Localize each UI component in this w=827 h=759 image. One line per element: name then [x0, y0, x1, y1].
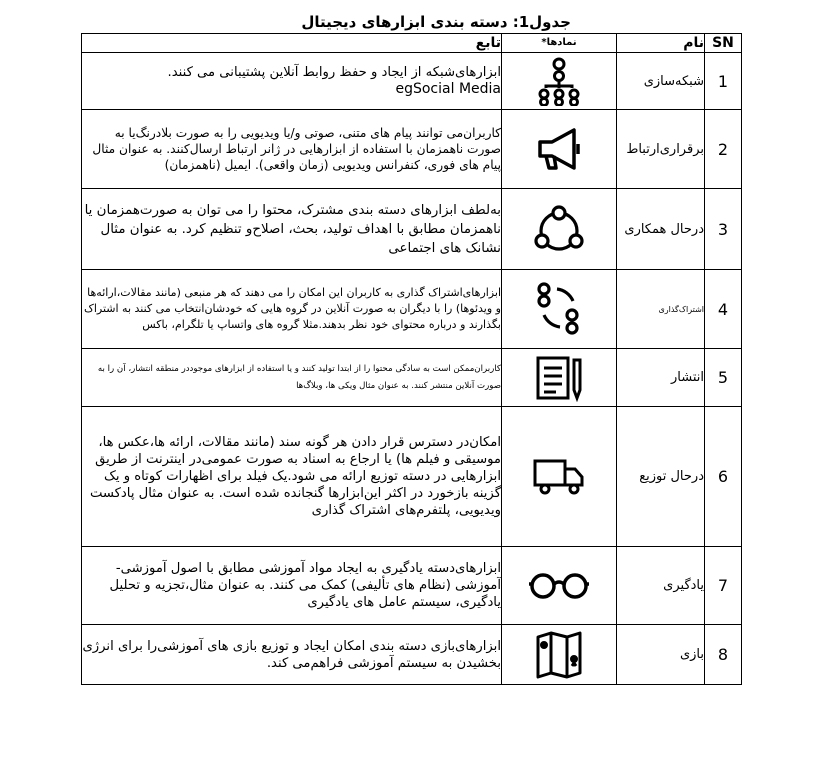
table-row [82, 349, 742, 407]
row-sn: 6 [705, 407, 742, 547]
row-function: کاربران‌می توانند پیام های متنی، صوتی و/یا ویدیویی را به صورت بلادرنگ‌یا به صورت ناهمزمان با استفاده از ابزارهایی در ژانر ارتباط ارسال‌کنند. به عنوان مثال پیام های فوری، کنفرانس ویدیویی (زمان واقعی). ایمیل (ناهمزمان) [82, 110, 502, 189]
row-function: به‌لطف ابزارهای دسته بندی مشترک، محتوا را می توان به صورت‌همزمان یا ناهمزمان مطابق با اهداف تولید، بحث، اصلاح‌و تنظیم کرد. به عنوان مثال نشانک های اجتماعی [82, 189, 502, 270]
collaboration-circle-icon [502, 189, 617, 270]
row-function: ابزارهای‌بازی دسته بندی امکان ایجاد و توزیع بازی های آموزشی‌را برای انرژی بخشیدن به سیستم آموزشی فراهم‌می کند. [82, 625, 502, 685]
megaphone-icon [502, 110, 617, 189]
row-sn: 3 [705, 189, 742, 270]
folded-map-icon [502, 625, 617, 685]
row-name: اشتراک‌گذاری [617, 270, 705, 349]
row-function: کاربران‌ممکن است به سادگی محتوا را از ابتدا تولید کنند و یا استفاده از ابزارهای موجوددر منطقه انتشار، آن را به صورت آنلاین منتشر کنند. به عنوان مثال ویکی ها، وبلاگ‌ها [82, 349, 502, 407]
row-name: یادگیری [617, 547, 705, 625]
row-sn: 4 [705, 270, 742, 349]
header-function: تابع [82, 34, 502, 53]
table-header-row [82, 34, 742, 53]
row-name: درحال توزیع [617, 407, 705, 547]
header-symbols: نمادها* [502, 34, 617, 53]
row-sn: 5 [705, 349, 742, 407]
row-function-example: egSocial Media [395, 81, 501, 97]
row-function: ابزارهای‌اشتراک گذاری به کاربران این امکان را می دهند که هر منبعی (مانند مقالات،ارائه‌ها و ویدئو‌ها) را با دیگران به صورت آنلاین در گروه هایی که خودشان‌انتخاب می کنند به اشتراک بگذارند و درباره محتوای خود نظر بدهند.مثلا گروه های واتساپ یا تلگرام، باکس [82, 270, 502, 349]
row-name: برقراری‌ارتباط [617, 110, 705, 189]
eyeglasses-icon [502, 547, 617, 625]
row-name: بازی [617, 625, 705, 685]
row-function: امکان‌در دسترس قرار دادن هر گونه سند (مانند مقالات، ارائه ها،عکس ها، موسیقی و فیلم ها) یا ارجاع به اسناد به صورت عمومی‌در اینترنت از طریق ابزارهایی در دسته توزیع ارائه می شود.یک فیلد برای اظهارات کوتاه و یک گزینه بازخورد در اکثر این‌ابزارها گنجانده شده است. به عنوان مثال پادکست ویدیویی، پلتفرم‌های اشتراک گذاری [82, 407, 502, 547]
table-row [82, 407, 742, 547]
table-row [82, 547, 742, 625]
row-sn: 8 [705, 625, 742, 685]
table-row [82, 625, 742, 685]
row-name: شبکه‌سازی [617, 53, 705, 110]
row-function: ابزارهای‌شبکه از ایجاد و حفظ روابط آنلاین پشتیبانی می کنند. egSocial Media [82, 53, 502, 110]
row-function: ابزارهای‌دسته یادگیری به ایجاد مواد آموزشی مطابق با اصول آموزشی-آموزشی (نظام های تألیفی) کمک می کنند. به عنوان مثال،تجزیه و تحلیل یادگیری، سیستم عامل های یادگیری [82, 547, 502, 625]
delivery-truck-icon [502, 407, 617, 547]
digital-tools-table [81, 33, 742, 685]
header-name: نام [617, 34, 705, 53]
row-sn: 1 [705, 53, 742, 110]
document-pencil-icon [502, 349, 617, 407]
people-network-icon [502, 53, 617, 110]
header-sn: SN [705, 34, 742, 53]
table-caption: جدول1: دسته بندی ابزارهای دیجیتال [301, 13, 571, 31]
row-name: درحال همکاری [617, 189, 705, 270]
table-row [82, 110, 742, 189]
row-name: انتشار [617, 349, 705, 407]
table-row [82, 53, 742, 110]
row-sn: 7 [705, 547, 742, 625]
table-row [82, 189, 742, 270]
table-row [82, 270, 742, 349]
sharing-people-icon [502, 270, 617, 349]
row-sn: 2 [705, 110, 742, 189]
